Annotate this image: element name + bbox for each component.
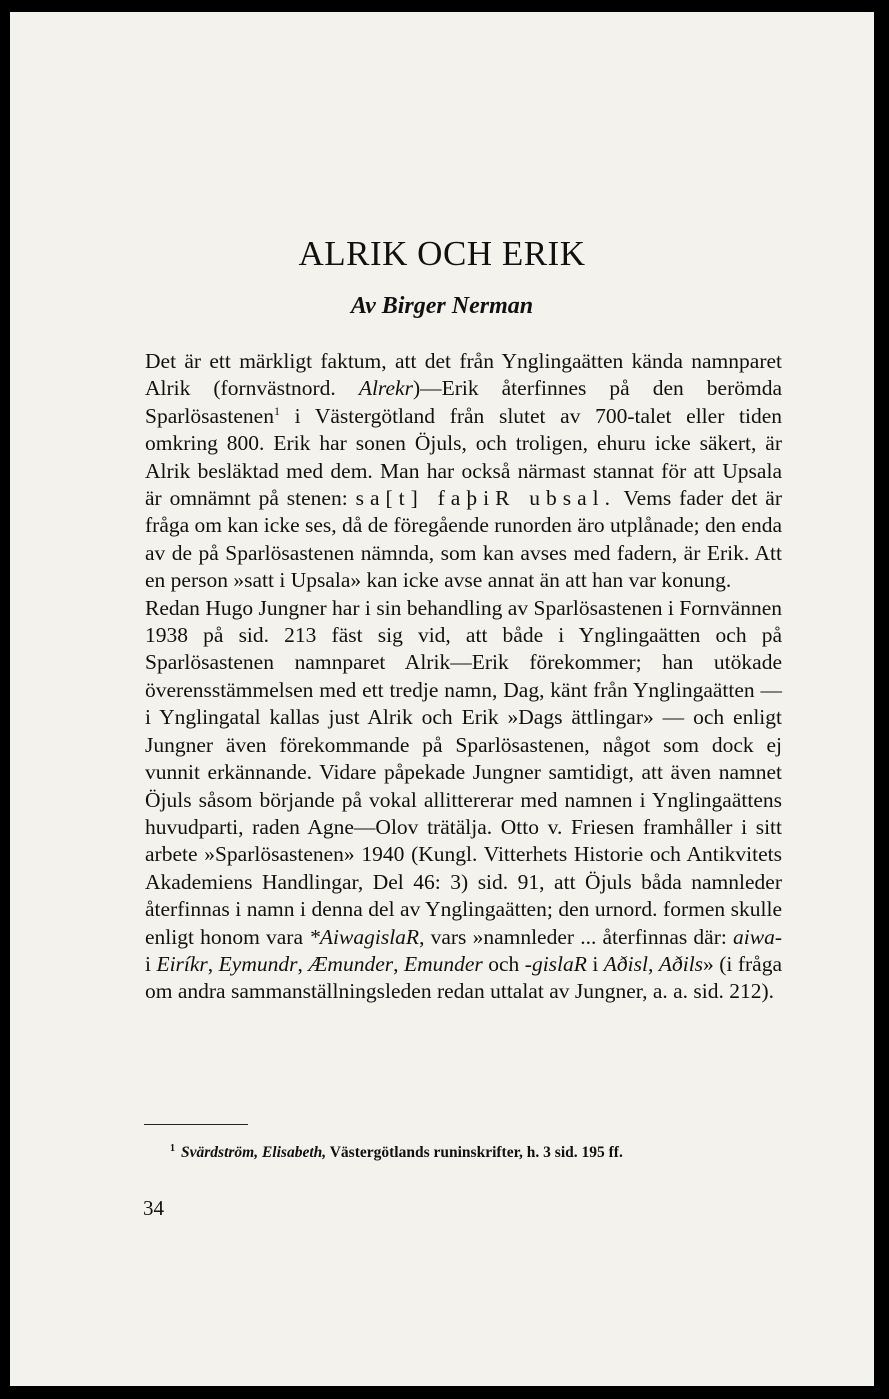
footnote-author: Svärdström, Elisabeth, [181,1144,327,1162]
article-author: Av Birger Nerman [350,293,534,319]
article-body [145,348,782,1006]
article-title: ALRIK OCH ERIK [298,234,586,273]
paragraph: Det är ett märkligt faktum, att det från Ynglingaätten kända namnparet Alrik (fornvästnord. Alrekr)—Erik återfinnes på den berömda Sparlösastenen$^1$ i Västergötland från slutet av 700-talet eller tiden omkring 800. Erik har sonen Öjuls, och troligen, ehuru icke säkert, är Alrik besläktad med dem. Man har också närmast stannat för att Upsala är omnämnt på stenen: sa[t] faþiR ubsal. Vems fader det är fråga om kan icke ses, då de föregående runorden äro utplånade; den enda av de på Sparlösastenen nämnda, som kan avses med fadern, är Erik. Att en person »satt i Upsala» kan icke avse annat än att han var konung. [145,349,783,593]
footnote-mark: 1 [170,1143,175,1154]
page [10,12,874,1386]
footnote-text: Västergötlands runinskrifter, h. 3 sid. 195 ff. [329,1144,623,1162]
paragraph: Redan Hugo Jungner har i sin behandling av Sparlösastenen i Fornvännen 1938 på sid. 213 fäst sig vid, att både i Ynglingaätten och på Sparlösastenen namnparet Alrik—Erik förekommer; han utökade överensstämmelsen med ett tredje namn, Dag, känt från Ynglingaätten — i Ynglingatal kallas just Alrik och Erik »Dags ättlingar» — och enligt Jungner även förekommande på Sparlösastenen, något som dock ej vunnit erkännande. Vidare påpekade Jungner samtidigt, att även namnet Öjuls såsom börjande på vokal allittererar med namnen i Ynglingaättens huvudparti, raden Agne—Olov trätälja. Otto v. Friesen framhåller i sitt arbete »Sparlösastenen» 1940 (Kungl. Vitterhets Historie och Antikvitets Akademiens Handlingar, Del 46: 3) sid. 91, att Öjuls båda namnleder återfinnas i namn i denna del av Ynglingaätten; den urnord. formen skulle enligt honom vara *AiwagislaR, vars »namnleder ... återfinnas där: aiwa- i Eiríkr, Eymundr, Æmunder, Emunder och -gislaR i Aðisl, Aðils» (i fråga om andra sammanställningsleden redan uttalat av Jungner, a. a. sid. 212). [145,595,783,1004]
footnote [170,1143,790,1162]
page-number: 34 [143,1196,164,1220]
footnote-divider [144,1124,248,1125]
